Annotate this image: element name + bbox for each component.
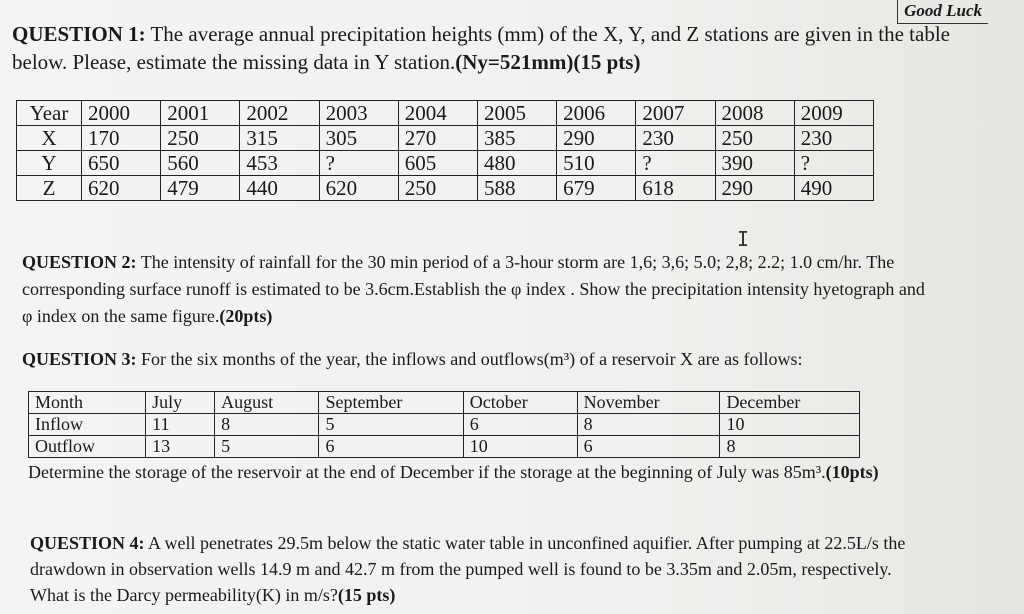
table-cell: 2006 xyxy=(557,101,636,126)
table-cell: 385 xyxy=(477,126,556,151)
question-4-text: A well penetrates 29.5m below the static water table in unconfined aquifier. After pumping at 22.5L/s the drawdown in observation wells 14.9 m and 42.7 m from the pumped well is found to be 3.35m and 2.05m, respectively. What is the Darcy permeability(K) in m/s? xyxy=(30,533,906,605)
table-cell: 2000 xyxy=(82,101,161,126)
question-4-label: QUESTION 4: xyxy=(30,533,145,553)
table-cell: September xyxy=(319,392,463,414)
table-row xyxy=(17,101,874,126)
table-cell: 2001 xyxy=(161,101,240,126)
question-3-points: (10pts) xyxy=(825,462,879,482)
table-cell: 8 xyxy=(215,414,319,436)
table-row xyxy=(29,414,860,436)
table-cell: 605 xyxy=(398,151,477,176)
question-3-task-text: Determine the storage of the reservoir at the end of December if the storage at the beginning of July was 85m³. xyxy=(28,462,826,482)
table-cell: 560 xyxy=(161,151,240,176)
table-cell: 6 xyxy=(319,436,463,458)
table-cell: December xyxy=(720,392,860,414)
table-cell: October xyxy=(463,392,577,414)
table-cell: 440 xyxy=(240,176,319,201)
table-cell: July xyxy=(146,392,215,414)
good-luck-note: Good Luck xyxy=(897,0,988,24)
table-cell: Y xyxy=(17,151,82,176)
table-cell: 250 xyxy=(161,126,240,151)
question-2 xyxy=(22,249,932,330)
table-cell: 230 xyxy=(636,126,715,151)
table-cell: 480 xyxy=(477,151,556,176)
table-cell: Inflow xyxy=(29,414,146,436)
question-2-text: The intensity of rainfall for the 30 min period of a 3-hour storm are 1,6; 3,6; 5.0; 2,8; 2.2; 1.0 cm/hr. The corresponding surface runoff is estimated to be 3.6cm.Establish the φ index . Show the precipitation intensity hyetograph and φ index on the same figure. xyxy=(22,252,925,326)
table-cell: Month xyxy=(29,392,146,414)
table-cell: 6 xyxy=(463,414,577,436)
table-cell: 11 xyxy=(146,414,215,436)
table-row xyxy=(17,176,874,201)
question-3-text: For the six months of the year, the inflows and outflows(m³) of a reservoir X are as follows: xyxy=(136,349,803,369)
table-cell: 490 xyxy=(794,176,873,201)
table-cell: November xyxy=(577,392,720,414)
question-2-label: QUESTION 2: xyxy=(22,252,137,272)
table-cell: 230 xyxy=(794,126,873,151)
text-cursor-icon: I xyxy=(737,227,750,251)
table-cell: 270 xyxy=(398,126,477,151)
table-cell: 8 xyxy=(577,414,720,436)
table-cell: 479 xyxy=(161,176,240,201)
table-row xyxy=(17,151,874,176)
table-cell: 620 xyxy=(82,176,161,201)
precipitation-table xyxy=(16,100,874,201)
table-cell: 510 xyxy=(557,151,636,176)
table-cell: ? xyxy=(636,151,715,176)
table-cell: August xyxy=(215,392,319,414)
table-cell: 620 xyxy=(319,176,398,201)
table-cell: 650 xyxy=(82,151,161,176)
table-cell: 10 xyxy=(463,436,577,458)
table-cell: 2002 xyxy=(240,101,319,126)
table-cell: 290 xyxy=(715,176,794,201)
table-cell: Z xyxy=(17,176,82,201)
table-cell: 290 xyxy=(557,126,636,151)
table-cell: 5 xyxy=(319,414,463,436)
question-4-points: (15 pts) xyxy=(337,585,396,605)
table-cell: ? xyxy=(319,151,398,176)
question-1-label: QUESTION 1: xyxy=(12,22,146,46)
table-row xyxy=(17,126,874,151)
table-cell: ? xyxy=(794,151,873,176)
table-cell: 250 xyxy=(715,126,794,151)
table-cell: X xyxy=(17,126,82,151)
table-row xyxy=(29,392,860,414)
question-2-points: (20pts) xyxy=(219,306,273,326)
table-cell: 2007 xyxy=(636,101,715,126)
question-1-text: The average annual precipitation heights (mm) of the X, Y, and Z stations are given in the table below. Please, estimate the missing data in Y station. xyxy=(12,22,950,74)
table-cell: 6 xyxy=(577,436,720,458)
table-cell: 170 xyxy=(82,126,161,151)
question-1 xyxy=(12,20,972,76)
question-3-task xyxy=(28,459,908,486)
table-cell: Year xyxy=(17,101,82,126)
question-3 xyxy=(22,346,932,373)
table-cell: Outflow xyxy=(29,436,146,458)
table-cell: 2009 xyxy=(794,101,873,126)
table-cell: 2008 xyxy=(715,101,794,126)
table-cell: 588 xyxy=(477,176,556,201)
table-cell: 2004 xyxy=(398,101,477,126)
table-cell: 390 xyxy=(715,151,794,176)
table-row xyxy=(29,436,860,458)
table-cell: 5 xyxy=(215,436,319,458)
table-cell: 8 xyxy=(720,436,860,458)
table-cell: 679 xyxy=(557,176,636,201)
question-1-points: (Ny=521mm)(15 pts) xyxy=(455,50,641,74)
table-cell: 2005 xyxy=(477,101,556,126)
reservoir-table xyxy=(28,391,860,458)
table-cell: 315 xyxy=(240,126,319,151)
table-cell: 305 xyxy=(319,126,398,151)
table-cell: 453 xyxy=(240,151,319,176)
table-cell: 250 xyxy=(398,176,477,201)
question-4 xyxy=(30,530,930,608)
table-cell: 618 xyxy=(636,176,715,201)
question-3-label: QUESTION 3: xyxy=(22,349,137,369)
table-cell: 10 xyxy=(720,414,860,436)
table-cell: 2003 xyxy=(319,101,398,126)
table-cell: 13 xyxy=(146,436,215,458)
